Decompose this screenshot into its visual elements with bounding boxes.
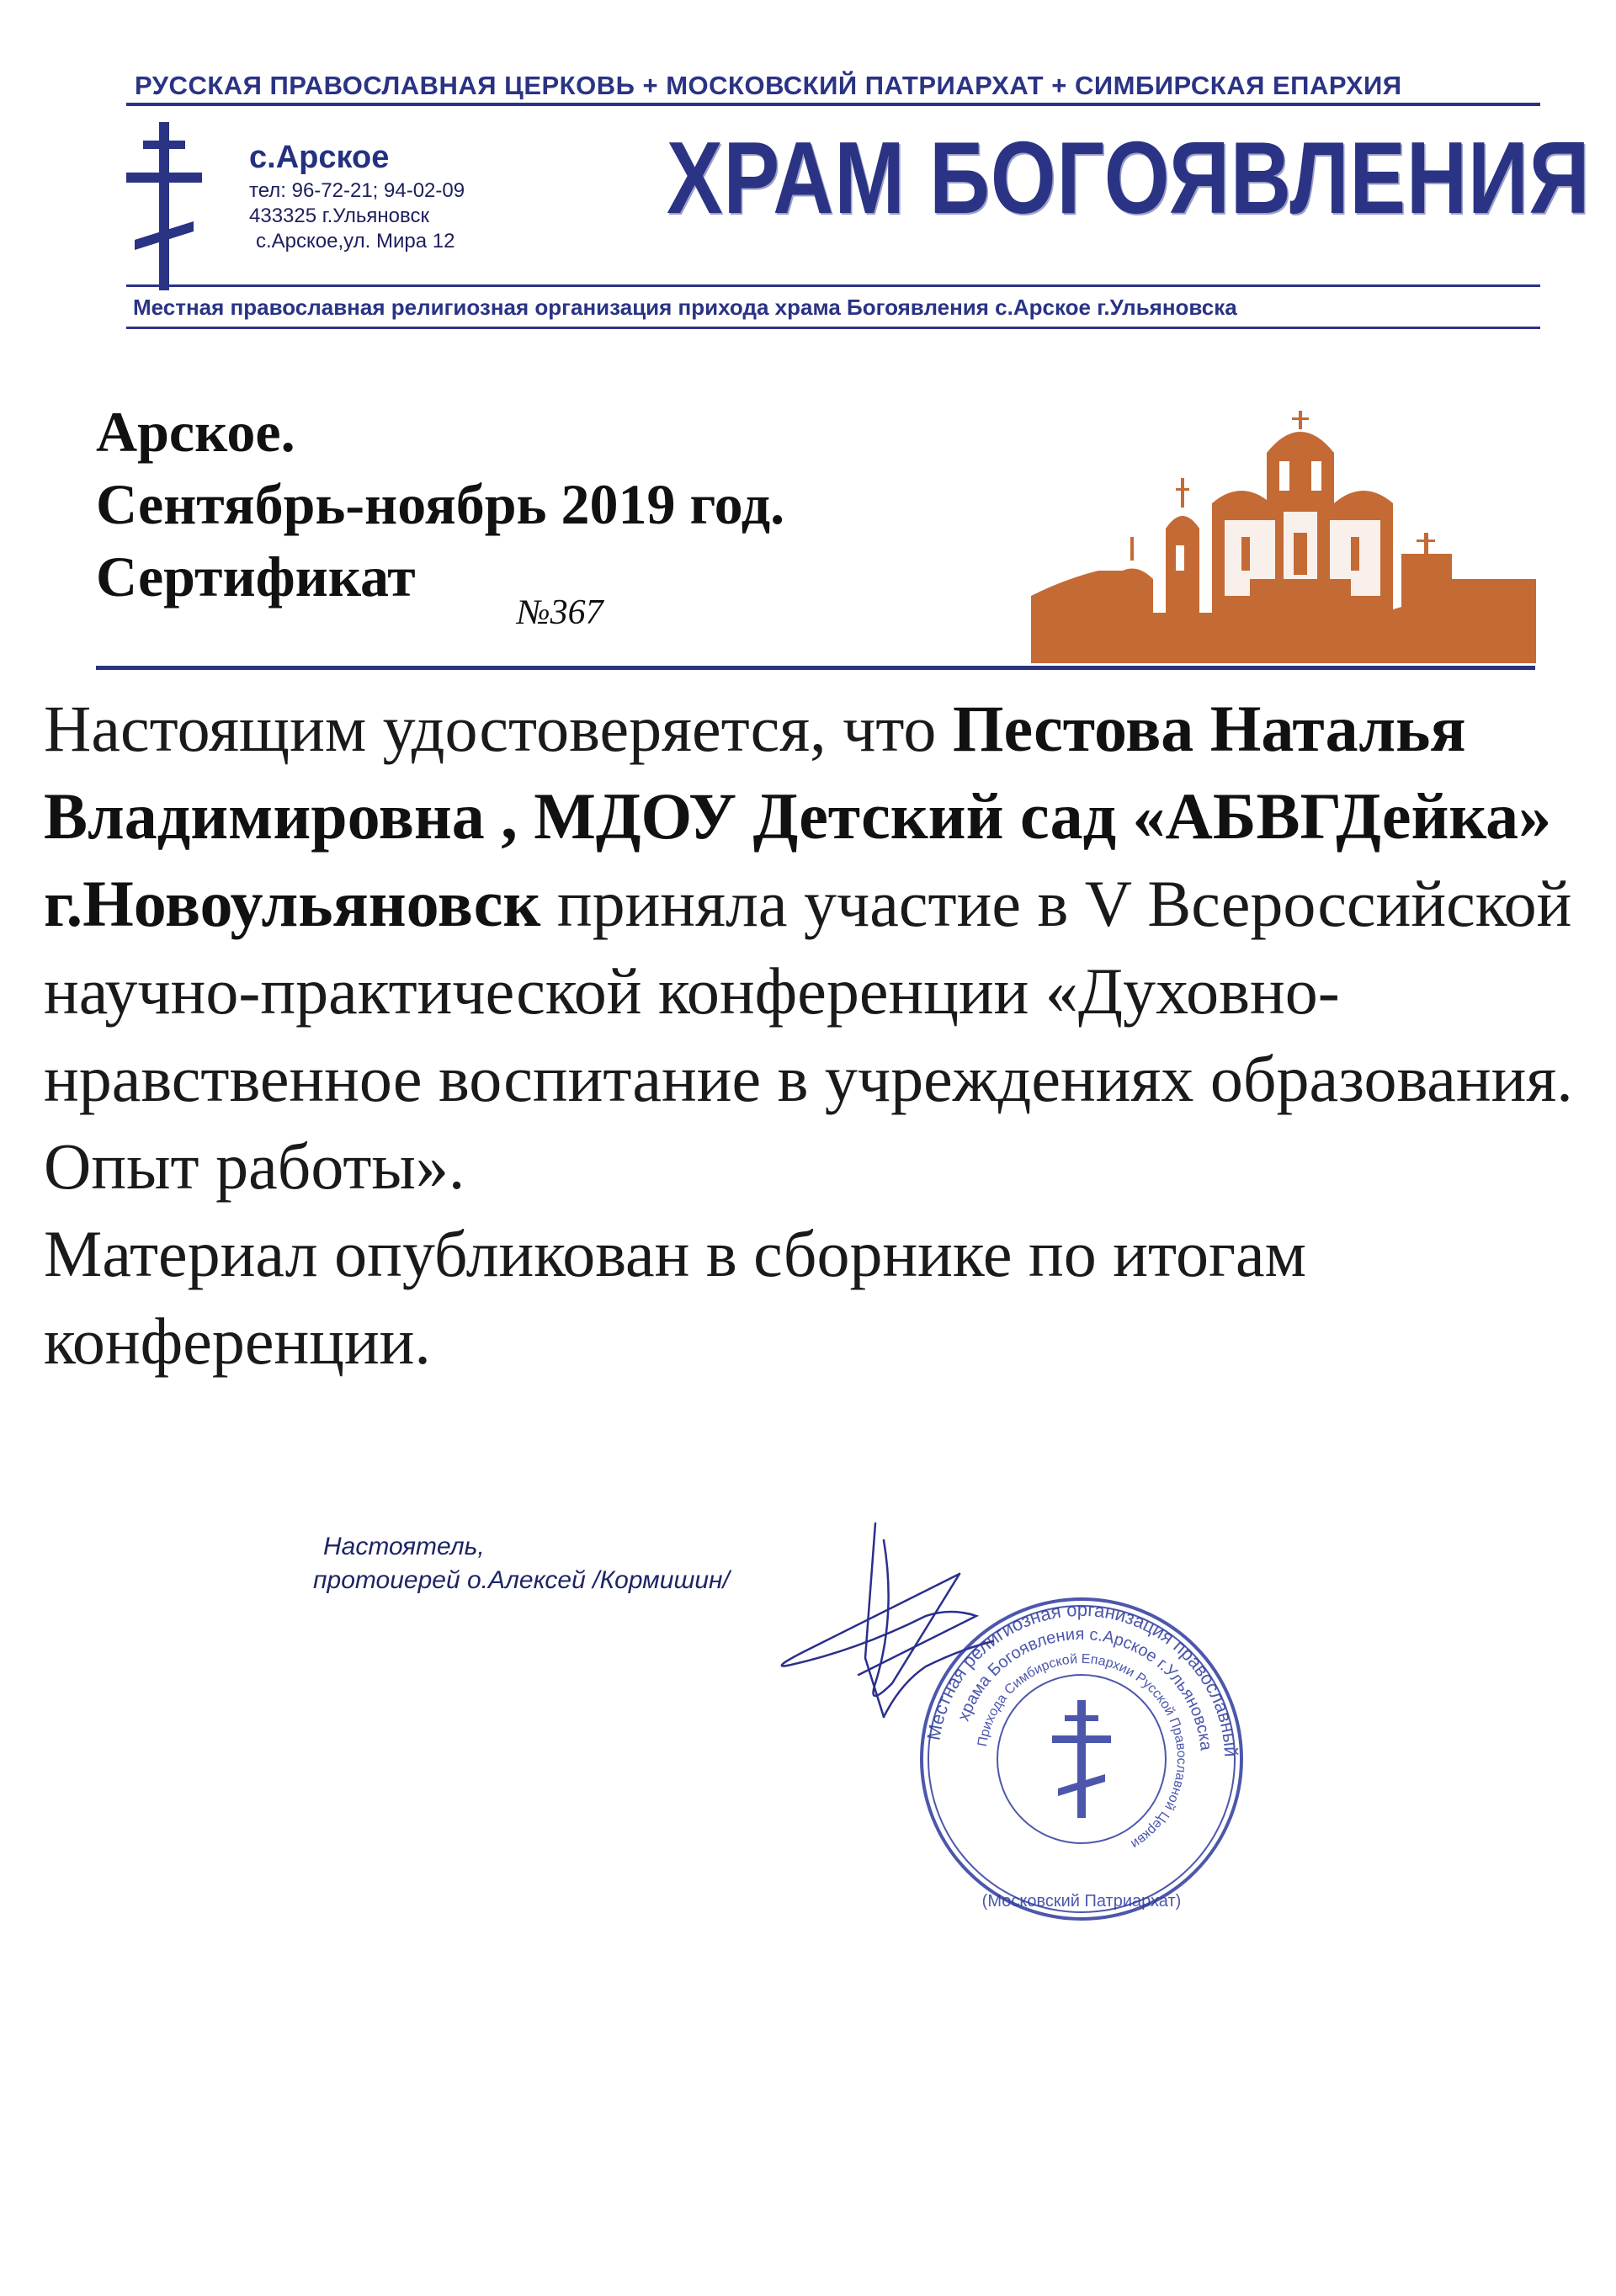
seal-bottom-text: (Московский Патриархат)	[981, 1892, 1182, 1911]
letterhead-under-rule	[126, 327, 1540, 329]
location: Арское.	[96, 400, 295, 464]
participant-name: Пестова Наталья Владимировна , МДОУ Детский сад «АБВГДейка» г.Новоульяновск	[44, 692, 1552, 940]
certificate-header	[96, 396, 784, 613]
orthodox-cross-icon	[126, 122, 202, 290]
period: Сентябрь-ноябрь 2019 год.	[96, 472, 785, 536]
organization-line: РУССКАЯ ПРАВОСЛАВНАЯ ЦЕРКОВЬ + МОСКОВСКИЙ ПАТРИАРХАТ + СИМБИРСКАЯ ЕПАРХИЯ	[135, 71, 1402, 100]
document-type: Сертификат	[96, 545, 416, 609]
postal-address: 433325 г.Ульяновск	[249, 204, 429, 227]
participation-text: приняла участие в V Всероссийской научно-практической конференции «Духовно-нравственное воспитание в учреждениях образования. Опыт работы».	[44, 867, 1573, 1203]
seal-outer-text: Местная религиозная организация православный	[922, 1598, 1242, 1758]
address-block	[249, 138, 465, 254]
temple-title: ХРАМ БОГОЯВЛЕНИЯ	[667, 120, 1591, 235]
phone: тел: 96-72-21; 94-02-09	[249, 178, 465, 202]
parish-seal	[913, 1591, 1250, 1927]
church-illustration	[1031, 411, 1536, 663]
certificate-body	[44, 685, 1576, 1385]
place-name: с.Арское	[249, 140, 390, 175]
seal-inner-text: Прихода Симбирской Епархии Русской Православной Церкви	[975, 1651, 1189, 1852]
organization-full-name: Местная православная религиозная организация прихода храма Богоявления с.Арское г.Ульяновска	[133, 295, 1237, 320]
rector-block	[313, 1530, 730, 1597]
letterhead-bottom-rule	[126, 284, 1540, 287]
header-divider	[96, 666, 1535, 670]
intro-text: Настоящим удостоверяется, что	[44, 692, 953, 765]
street-address: с.Арское,ул. Мира 12	[256, 229, 455, 252]
publication-note: Материал опубликован в сборнике по итогам конференции.	[44, 1217, 1307, 1378]
rector-name: протоиерей о.Алексей /Кормишин/	[313, 1566, 730, 1594]
seal-middle-text: храма Богоявления с.Арское г.Ульяновска	[954, 1624, 1215, 1751]
letterhead-top-rule	[126, 103, 1540, 106]
rector-title: Настоятель,	[323, 1533, 485, 1560]
certificate-number: №367	[517, 593, 603, 632]
